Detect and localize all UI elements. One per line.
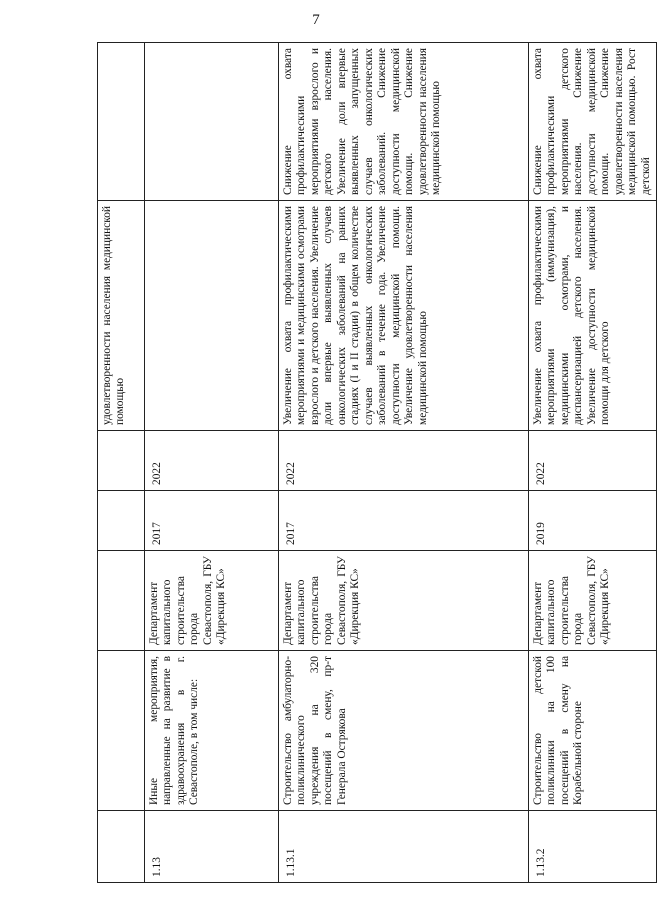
- cell-start-year: 2017: [279, 491, 529, 551]
- cell-executor: Департамент капитального строительства города Севастополя, ГБУ «Дирекция КС»: [279, 551, 529, 651]
- cell-executor: Департамент капитального строительства города Севастополя, ГБУ «Дирекция КС»: [145, 551, 279, 651]
- table-row-continuation: [98, 43, 145, 883]
- table-row: [529, 43, 657, 883]
- cell-num: [98, 811, 145, 883]
- page-number: 7: [312, 12, 320, 28]
- cell-name: Строительство амбулаторно-поликлинического учреждения на 320 посещений в смену, пр-т Генерала Острякова: [279, 651, 529, 811]
- table-row: [279, 43, 529, 883]
- cell-effect: [145, 201, 279, 431]
- cell-effect: удовлетворенности населения медицинской помощью: [98, 201, 145, 431]
- cell-indicator: [145, 43, 279, 201]
- cell-name: Иные мероприятия, направленные на развитие в здравоохранения в г. Севастополе, в том числе:: [145, 651, 279, 811]
- cell-indicator: Снижение охвата профилактическими мероприятиями детского населения. Снижение доступности медицинской помощи. Снижение удовлетворенности населения медицинской помощью. Рост детской: [529, 43, 657, 201]
- cell-start-year: 2017: [145, 491, 279, 551]
- cell-name: Строительство детской поликлиники на 100 посещений в смену на Корабельной стороне: [529, 651, 657, 811]
- cell-end-year: 2022: [529, 431, 657, 491]
- rotated-table-frame: [97, 43, 652, 883]
- cell-start-year: 2019: [529, 491, 657, 551]
- cell-end: [98, 431, 145, 491]
- table-row: [145, 43, 279, 883]
- cell-start: [98, 491, 145, 551]
- cell-indicator: [98, 43, 145, 201]
- cell-executor: [98, 551, 145, 651]
- cell-num: 1.13.1: [279, 811, 529, 883]
- measures-table: [97, 42, 657, 883]
- cell-num: 1.13.2: [529, 811, 657, 883]
- cell-effect: Увеличение охвата профилактическими мероприятиями и медицинскими осмотрами взрослого и детского населения. Увеличение доли впервые выявленных случаев онкологических заболеваний на ранних стадиях (I и II стадии) в общем количестве случаев выявленных онкологических заболеваний в течение года. Увеличение доступности медицинской помощи. Увеличение удовлетворенности населения медицинской помощью: [279, 201, 529, 431]
- cell-num: 1.13: [145, 811, 279, 883]
- cell-end-year: 2022: [145, 431, 279, 491]
- cell-effect: Увеличение охвата профилактическими мероприятиями (иммунизация), медицинскими осмотрами, и диспансеризацией детского населения. Увеличение доступности медицинской помощи для детского: [529, 201, 657, 431]
- cell-end-year: 2022: [279, 431, 529, 491]
- cell-indicator: Снижение охвата профилактическими мероприятиями взрослого и детского населения. Увеличение доли впервые выявленных запущенных случаев онкологических заболеваний. Снижение доступности медицинской помощи. Снижение удовлетворенности населения медицинской помощью: [279, 43, 529, 201]
- cell-name: [98, 651, 145, 811]
- cell-executor: Департамент капитального строительства города Севастополя, ГБУ «Дирекция КС»: [529, 551, 657, 651]
